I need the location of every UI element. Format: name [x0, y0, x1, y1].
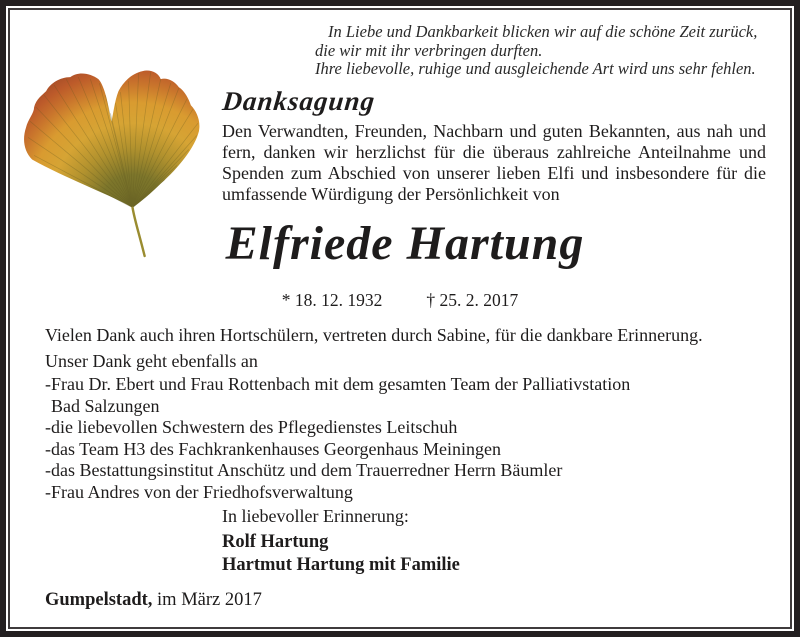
thanks-list — [45, 374, 775, 503]
birth-date: * 18. 12. 1932 — [281, 290, 383, 310]
intro-paragraph: Den Verwandten, Freunden, Nachbarn und guten Bekannten, aus nah und fern, danken wir herzlichst für die überaus zahlreiche Anteilnahme und Spenden zum Abschied von unserer lieben Elfi und insbesondere für die umfassende Würdigung der Persönlichkeit von — [222, 121, 766, 204]
danksagung-heading: Danksagung — [221, 86, 377, 116]
thanks-list-item-continuation: Bad Salzungen — [51, 395, 160, 416]
deceased-name: Elfriede Hartung — [225, 217, 585, 270]
epigraph-line: Ihre liebevolle, ruhige und ausgleichende Art wird uns sehr fehlen. — [315, 59, 756, 78]
thanks-intro: Unser Dank geht ebenfalls an — [45, 351, 258, 371]
thanks-list-item: -Frau Andres von der Friedhofsverwaltung — [45, 481, 353, 502]
memorial-names — [222, 531, 460, 577]
life-dates — [60, 290, 740, 311]
mourner-name: Rolf Hartung — [222, 532, 329, 552]
epigraph — [315, 23, 775, 79]
thanks-list-item: -das Bestattungsinstitut Anschütz und dem Trauerredner Herrn Bäumler — [45, 460, 563, 480]
place: Gumpelstadt, — [45, 590, 153, 610]
epigraph-line: In Liebe und Dankbarkeit blicken wir auf die schöne Zeit zurück, — [328, 22, 758, 41]
hort-thanks-line: Vielen Dank auch ihren Hortschülern, vertreten durch Sabine, für die dankbare Erinnerung. — [45, 325, 703, 345]
date: im März 2017 — [152, 590, 262, 610]
memorial-label: In liebevoller Erinnerung: — [222, 506, 409, 526]
place-date-line — [45, 590, 262, 611]
leaf-blade — [24, 71, 199, 208]
epigraph-line: die wir mit ihr verbringen durften. — [315, 40, 543, 60]
mourner-name: Hartmut Hartung mit Familie — [222, 555, 460, 575]
thanks-list-item: -die liebevollen Schwestern des Pflegedienstes Leitschuh — [45, 417, 458, 437]
death-date: † 25. 2. 2017 — [426, 290, 519, 310]
thanks-list-item: -das Team H3 des Fachkrankenhauses Georgenhaus Meiningen — [45, 438, 501, 459]
thanks-list-item: -Frau Dr. Ebert und Frau Rottenbach mit dem gesamten Team der Palliativstation — [45, 374, 631, 394]
